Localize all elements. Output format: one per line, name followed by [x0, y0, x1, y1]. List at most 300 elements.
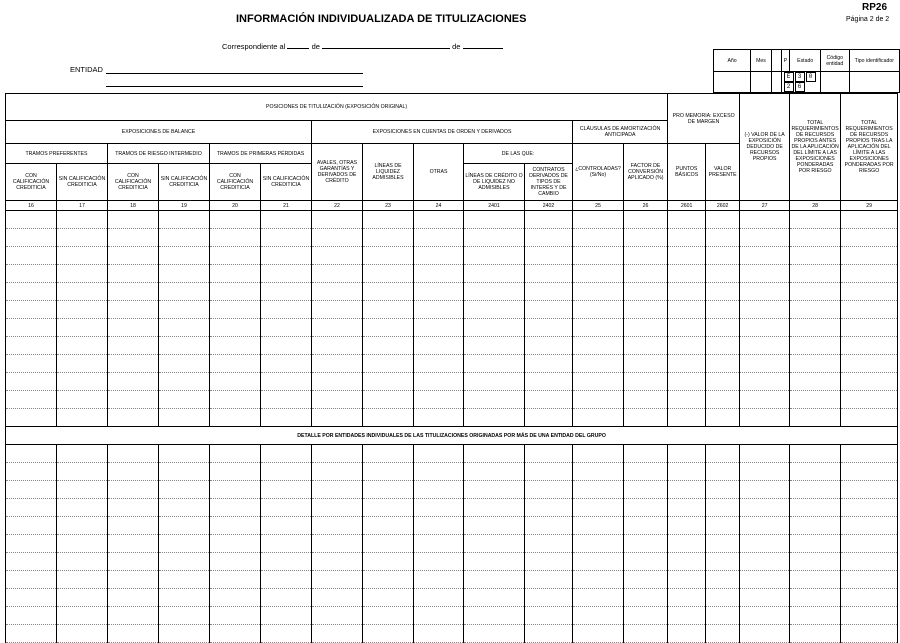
data-cell[interactable] [624, 535, 668, 553]
data-cell[interactable] [841, 265, 898, 283]
data-cell[interactable] [312, 571, 363, 589]
data-cell[interactable] [159, 517, 210, 535]
data-cell[interactable] [6, 499, 57, 517]
data-cell[interactable] [261, 481, 312, 499]
data-cell[interactable] [363, 481, 414, 499]
data-cell[interactable] [525, 355, 573, 373]
data-cell[interactable] [261, 283, 312, 301]
data-cell[interactable] [414, 517, 464, 535]
data-cell[interactable] [108, 499, 159, 517]
data-cell[interactable] [706, 409, 740, 427]
data-cell[interactable] [790, 445, 841, 463]
data-cell[interactable] [363, 589, 414, 607]
day-field[interactable] [287, 40, 309, 49]
data-cell[interactable] [624, 625, 668, 643]
year-field[interactable] [463, 40, 503, 49]
data-cell[interactable] [108, 229, 159, 247]
data-cell[interactable] [668, 301, 706, 319]
data-cell[interactable] [525, 337, 573, 355]
data-cell[interactable] [57, 625, 108, 643]
data-cell[interactable] [573, 391, 624, 409]
data-cell[interactable] [6, 535, 57, 553]
data-cell[interactable] [464, 301, 525, 319]
data-cell[interactable] [159, 625, 210, 643]
data-cell[interactable] [261, 553, 312, 571]
data-cell[interactable] [790, 229, 841, 247]
data-cell[interactable] [159, 481, 210, 499]
entidad-line-2[interactable] [106, 86, 363, 87]
data-cell[interactable] [841, 481, 898, 499]
data-cell[interactable] [57, 517, 108, 535]
data-cell[interactable] [363, 535, 414, 553]
data-cell[interactable] [790, 517, 841, 535]
data-cell[interactable] [668, 589, 706, 607]
data-cell[interactable] [108, 211, 159, 229]
data-cell[interactable] [57, 499, 108, 517]
data-cell[interactable] [312, 229, 363, 247]
data-cell[interactable] [210, 229, 261, 247]
data-cell[interactable] [841, 391, 898, 409]
data-cell[interactable] [706, 571, 740, 589]
data-cell[interactable] [525, 409, 573, 427]
data-cell[interactable] [624, 553, 668, 571]
data-cell[interactable] [573, 535, 624, 553]
data-cell[interactable] [57, 571, 108, 589]
data-cell[interactable] [740, 589, 790, 607]
data-cell[interactable] [363, 517, 414, 535]
data-cell[interactable] [159, 571, 210, 589]
data-cell[interactable] [790, 211, 841, 229]
data-cell[interactable] [210, 247, 261, 265]
data-cell[interactable] [108, 571, 159, 589]
data-cell[interactable] [414, 319, 464, 337]
data-cell[interactable] [261, 265, 312, 283]
data-cell[interactable] [573, 481, 624, 499]
data-cell[interactable] [706, 247, 740, 265]
data-cell[interactable] [740, 553, 790, 571]
data-cell[interactable] [740, 517, 790, 535]
data-cell[interactable] [210, 535, 261, 553]
data-cell[interactable] [159, 391, 210, 409]
data-cell[interactable] [464, 229, 525, 247]
data-cell[interactable] [312, 445, 363, 463]
data-cell[interactable] [790, 373, 841, 391]
data-cell[interactable] [6, 229, 57, 247]
data-cell[interactable] [668, 607, 706, 625]
data-cell[interactable] [312, 355, 363, 373]
data-cell[interactable] [159, 553, 210, 571]
data-cell[interactable] [363, 499, 414, 517]
data-cell[interactable] [261, 391, 312, 409]
data-cell[interactable] [706, 355, 740, 373]
data-cell[interactable] [706, 445, 740, 463]
data-cell[interactable] [841, 211, 898, 229]
data-cell[interactable] [624, 607, 668, 625]
data-cell[interactable] [159, 589, 210, 607]
data-cell[interactable] [261, 247, 312, 265]
data-cell[interactable] [261, 337, 312, 355]
data-cell[interactable] [414, 499, 464, 517]
data-cell[interactable] [6, 625, 57, 643]
data-cell[interactable] [525, 607, 573, 625]
data-cell[interactable] [363, 247, 414, 265]
data-cell[interactable] [706, 463, 740, 481]
data-cell[interactable] [261, 229, 312, 247]
data-cell[interactable] [261, 607, 312, 625]
data-cell[interactable] [363, 607, 414, 625]
data-cell[interactable] [573, 409, 624, 427]
data-cell[interactable] [261, 373, 312, 391]
data-cell[interactable] [108, 283, 159, 301]
data-cell[interactable] [525, 481, 573, 499]
data-cell[interactable] [210, 517, 261, 535]
data-cell[interactable] [6, 463, 57, 481]
data-cell[interactable] [573, 625, 624, 643]
data-cell[interactable] [841, 355, 898, 373]
data-cell[interactable] [525, 445, 573, 463]
data-cell[interactable] [261, 535, 312, 553]
data-cell[interactable] [464, 337, 525, 355]
data-cell[interactable] [57, 391, 108, 409]
ano-value[interactable] [714, 72, 751, 93]
data-cell[interactable] [464, 535, 525, 553]
data-cell[interactable] [159, 355, 210, 373]
data-cell[interactable] [261, 625, 312, 643]
data-cell[interactable] [573, 445, 624, 463]
data-cell[interactable] [740, 355, 790, 373]
data-cell[interactable] [841, 553, 898, 571]
data-cell[interactable] [159, 247, 210, 265]
data-cell[interactable] [525, 535, 573, 553]
data-cell[interactable] [363, 301, 414, 319]
data-cell[interactable] [525, 391, 573, 409]
data-cell[interactable] [668, 463, 706, 481]
data-cell[interactable] [464, 211, 525, 229]
data-cell[interactable] [668, 535, 706, 553]
data-cell[interactable] [624, 373, 668, 391]
data-cell[interactable] [108, 463, 159, 481]
data-cell[interactable] [363, 229, 414, 247]
data-cell[interactable] [668, 247, 706, 265]
data-cell[interactable] [210, 625, 261, 643]
data-cell[interactable] [790, 625, 841, 643]
data-cell[interactable] [790, 301, 841, 319]
data-cell[interactable] [573, 553, 624, 571]
data-cell[interactable] [464, 319, 525, 337]
data-cell[interactable] [159, 499, 210, 517]
data-cell[interactable] [363, 391, 414, 409]
data-cell[interactable] [57, 283, 108, 301]
data-cell[interactable] [668, 211, 706, 229]
data-cell[interactable] [261, 499, 312, 517]
data-cell[interactable] [261, 517, 312, 535]
data-cell[interactable] [464, 481, 525, 499]
data-cell[interactable] [464, 373, 525, 391]
data-cell[interactable] [6, 211, 57, 229]
data-cell[interactable] [57, 607, 108, 625]
data-cell[interactable] [312, 211, 363, 229]
data-cell[interactable] [159, 265, 210, 283]
data-cell[interactable] [668, 265, 706, 283]
month-field[interactable] [322, 40, 450, 49]
data-cell[interactable] [57, 211, 108, 229]
data-cell[interactable] [6, 409, 57, 427]
data-cell[interactable] [108, 553, 159, 571]
data-cell[interactable] [668, 481, 706, 499]
data-cell[interactable] [108, 517, 159, 535]
data-cell[interactable] [668, 337, 706, 355]
data-cell[interactable] [668, 373, 706, 391]
data-cell[interactable] [841, 571, 898, 589]
data-cell[interactable] [740, 265, 790, 283]
data-cell[interactable] [57, 355, 108, 373]
data-cell[interactable] [841, 607, 898, 625]
data-cell[interactable] [414, 445, 464, 463]
data-cell[interactable] [363, 571, 414, 589]
data-cell[interactable] [573, 211, 624, 229]
data-cell[interactable] [740, 319, 790, 337]
data-cell[interactable] [624, 391, 668, 409]
data-cell[interactable] [363, 337, 414, 355]
data-cell[interactable] [573, 373, 624, 391]
data-cell[interactable] [414, 211, 464, 229]
data-cell[interactable] [6, 319, 57, 337]
data-cell[interactable] [6, 283, 57, 301]
data-cell[interactable] [740, 211, 790, 229]
data-cell[interactable] [414, 355, 464, 373]
data-cell[interactable] [108, 337, 159, 355]
data-cell[interactable] [210, 589, 261, 607]
data-cell[interactable] [108, 409, 159, 427]
data-cell[interactable] [464, 589, 525, 607]
data-cell[interactable] [159, 229, 210, 247]
data-cell[interactable] [464, 247, 525, 265]
data-cell[interactable] [6, 265, 57, 283]
data-cell[interactable] [57, 409, 108, 427]
data-cell[interactable] [740, 625, 790, 643]
data-cell[interactable] [706, 229, 740, 247]
data-cell[interactable] [841, 247, 898, 265]
data-cell[interactable] [57, 463, 108, 481]
data-cell[interactable] [668, 445, 706, 463]
data-cell[interactable] [624, 229, 668, 247]
mes-value[interactable] [751, 72, 772, 93]
data-cell[interactable] [312, 499, 363, 517]
data-cell[interactable] [740, 445, 790, 463]
data-cell[interactable] [573, 607, 624, 625]
data-cell[interactable] [624, 571, 668, 589]
data-cell[interactable] [624, 481, 668, 499]
data-cell[interactable] [57, 247, 108, 265]
data-cell[interactable] [414, 607, 464, 625]
data-cell[interactable] [525, 373, 573, 391]
data-cell[interactable] [668, 409, 706, 427]
data-cell[interactable] [363, 373, 414, 391]
data-cell[interactable] [6, 553, 57, 571]
data-cell[interactable] [57, 373, 108, 391]
data-cell[interactable] [624, 265, 668, 283]
data-cell[interactable] [312, 607, 363, 625]
data-cell[interactable] [261, 445, 312, 463]
data-cell[interactable] [57, 445, 108, 463]
data-cell[interactable] [740, 409, 790, 427]
data-cell[interactable] [573, 499, 624, 517]
data-cell[interactable] [706, 265, 740, 283]
data-cell[interactable] [790, 337, 841, 355]
data-cell[interactable] [706, 481, 740, 499]
data-cell[interactable] [159, 283, 210, 301]
data-cell[interactable] [414, 409, 464, 427]
data-cell[interactable] [6, 373, 57, 391]
data-cell[interactable] [790, 499, 841, 517]
data-cell[interactable] [740, 535, 790, 553]
data-cell[interactable] [414, 229, 464, 247]
data-cell[interactable] [706, 499, 740, 517]
data-cell[interactable] [159, 445, 210, 463]
data-cell[interactable] [108, 481, 159, 499]
data-cell[interactable] [210, 283, 261, 301]
data-cell[interactable] [464, 607, 525, 625]
data-cell[interactable] [363, 445, 414, 463]
data-cell[interactable] [6, 445, 57, 463]
data-cell[interactable] [57, 589, 108, 607]
data-cell[interactable] [363, 553, 414, 571]
data-cell[interactable] [740, 337, 790, 355]
data-cell[interactable] [668, 517, 706, 535]
data-cell[interactable] [210, 499, 261, 517]
data-cell[interactable] [363, 265, 414, 283]
data-cell[interactable] [159, 301, 210, 319]
data-cell[interactable] [706, 607, 740, 625]
data-cell[interactable] [706, 517, 740, 535]
data-cell[interactable] [740, 247, 790, 265]
data-cell[interactable] [312, 409, 363, 427]
data-cell[interactable] [312, 391, 363, 409]
data-cell[interactable] [573, 229, 624, 247]
data-cell[interactable] [464, 355, 525, 373]
data-cell[interactable] [108, 445, 159, 463]
data-cell[interactable] [706, 589, 740, 607]
data-cell[interactable] [108, 355, 159, 373]
data-cell[interactable] [573, 337, 624, 355]
data-cell[interactable] [525, 625, 573, 643]
data-cell[interactable] [363, 409, 414, 427]
data-cell[interactable] [6, 571, 57, 589]
data-cell[interactable] [108, 625, 159, 643]
data-cell[interactable] [668, 319, 706, 337]
data-cell[interactable] [464, 499, 525, 517]
data-cell[interactable] [740, 481, 790, 499]
data-cell[interactable] [706, 553, 740, 571]
data-cell[interactable] [210, 481, 261, 499]
data-cell[interactable] [525, 589, 573, 607]
data-cell[interactable] [668, 499, 706, 517]
data-cell[interactable] [624, 355, 668, 373]
data-cell[interactable] [668, 391, 706, 409]
data-cell[interactable] [57, 319, 108, 337]
data-cell[interactable] [525, 517, 573, 535]
data-cell[interactable] [841, 499, 898, 517]
codigo-value[interactable] [820, 72, 849, 93]
data-cell[interactable] [573, 283, 624, 301]
data-cell[interactable] [525, 247, 573, 265]
data-cell[interactable] [108, 247, 159, 265]
data-cell[interactable] [261, 463, 312, 481]
data-cell[interactable] [363, 211, 414, 229]
data-cell[interactable] [210, 607, 261, 625]
data-cell[interactable] [6, 607, 57, 625]
data-cell[interactable] [464, 517, 525, 535]
data-cell[interactable] [706, 391, 740, 409]
data-cell[interactable] [525, 553, 573, 571]
data-cell[interactable] [624, 499, 668, 517]
data-cell[interactable] [525, 229, 573, 247]
data-cell[interactable] [108, 319, 159, 337]
data-cell[interactable] [573, 301, 624, 319]
data-cell[interactable] [159, 373, 210, 391]
data-cell[interactable] [525, 265, 573, 283]
data-cell[interactable] [668, 571, 706, 589]
data-cell[interactable] [210, 553, 261, 571]
data-cell[interactable] [624, 445, 668, 463]
data-cell[interactable] [261, 409, 312, 427]
data-cell[interactable] [57, 265, 108, 283]
entidad-line-1[interactable] [106, 73, 363, 74]
data-cell[interactable] [841, 535, 898, 553]
data-cell[interactable] [210, 571, 261, 589]
data-cell[interactable] [57, 301, 108, 319]
data-cell[interactable] [841, 229, 898, 247]
data-cell[interactable] [6, 247, 57, 265]
data-cell[interactable] [790, 319, 841, 337]
data-cell[interactable] [790, 283, 841, 301]
data-cell[interactable] [841, 463, 898, 481]
data-cell[interactable] [624, 319, 668, 337]
data-cell[interactable] [210, 445, 261, 463]
data-cell[interactable] [414, 301, 464, 319]
data-cell[interactable] [312, 373, 363, 391]
data-cell[interactable] [706, 625, 740, 643]
data-cell[interactable] [740, 229, 790, 247]
data-cell[interactable] [57, 535, 108, 553]
data-cell[interactable] [573, 355, 624, 373]
data-cell[interactable] [841, 301, 898, 319]
data-cell[interactable] [841, 283, 898, 301]
data-cell[interactable] [740, 373, 790, 391]
data-cell[interactable] [841, 589, 898, 607]
data-cell[interactable] [668, 625, 706, 643]
data-cell[interactable] [312, 265, 363, 283]
data-cell[interactable] [414, 337, 464, 355]
data-cell[interactable] [210, 301, 261, 319]
data-cell[interactable] [108, 391, 159, 409]
data-cell[interactable] [668, 355, 706, 373]
data-cell[interactable] [624, 409, 668, 427]
data-cell[interactable] [312, 535, 363, 553]
data-cell[interactable] [57, 337, 108, 355]
data-cell[interactable] [108, 301, 159, 319]
data-cell[interactable] [312, 247, 363, 265]
data-cell[interactable] [841, 445, 898, 463]
data-cell[interactable] [573, 571, 624, 589]
data-cell[interactable] [525, 283, 573, 301]
data-cell[interactable] [312, 553, 363, 571]
data-cell[interactable] [525, 319, 573, 337]
data-cell[interactable] [740, 463, 790, 481]
data-cell[interactable] [841, 337, 898, 355]
data-cell[interactable] [312, 301, 363, 319]
data-cell[interactable] [159, 535, 210, 553]
